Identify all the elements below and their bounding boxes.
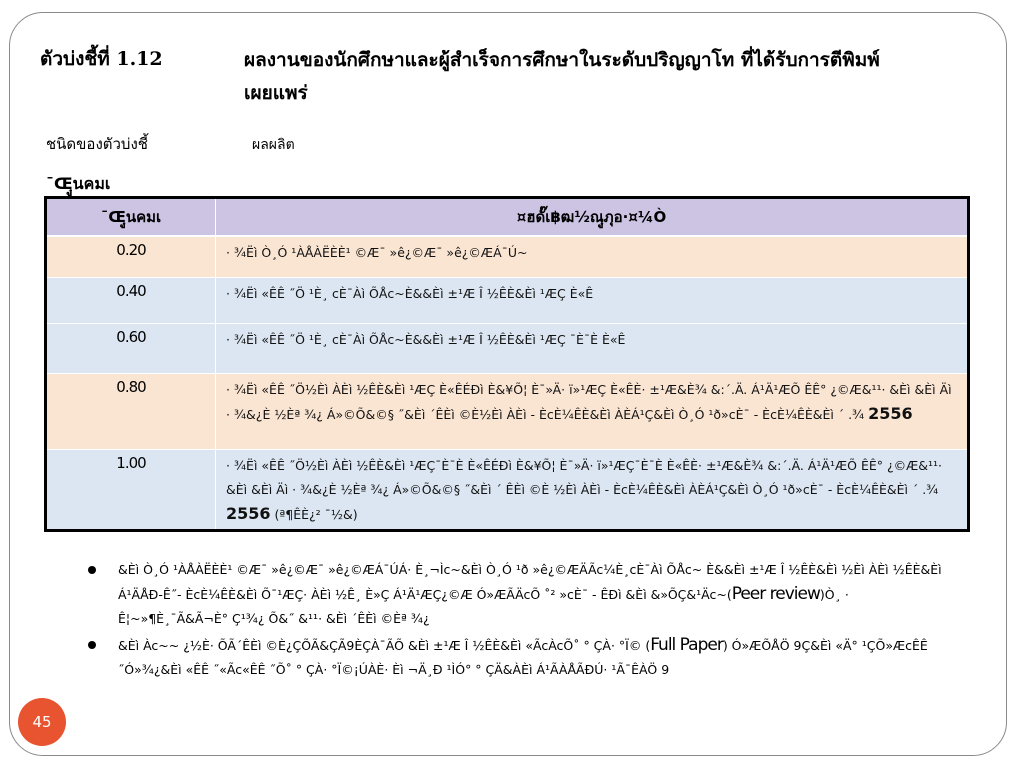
row-year: 2556	[226, 504, 271, 523]
note-term: Full Paper	[650, 635, 723, 655]
table-row	[46, 374, 969, 450]
note-text: &Èì Àc~~ ¿½È· ÕÃ´ÊÈì ©È¿ÇÕÃ&ÇÃ9ÈÇÀ¯ÃÕ &Èì ±¹Æ Î ½ÊÈ&Èì «ÃcÀcÕ˚ ° ÇÀ· °Ï© (	[118, 638, 651, 653]
row-description: · ¾Ëì «ÊÊ ˝Ö ¹È¸ cÈ¯Àì ÕÅc~È&&Èì ±¹Æ Î ½ÊÈ&Èì ¹ÆÇ È«Ê	[216, 278, 969, 324]
row-score: 0.80	[46, 374, 216, 450]
page-number-badge: 45	[18, 698, 66, 746]
indicator-type-value: ผลผลิต	[252, 137, 295, 153]
row-description: · ¾Ëì Ò¸Ó ¹ÀÅÀËÈÈ¹ ©Æ¯ »ê¿©Æ¯ »ê¿©ÆÁ¯Ú~	[216, 236, 969, 278]
row-score: 0.60	[46, 324, 216, 374]
row-score: 1.00	[46, 450, 216, 531]
row-score: 0.20	[46, 236, 216, 278]
table-row	[46, 324, 969, 374]
table-row	[46, 450, 969, 531]
note-text-end: )Ò¸ · Ê¦~»¶È¸¯Ã&Ã¬È° Ç¹¾¿ Õ&˝ &¹¹· &Èì ´ÊÈì ©Èª ¾¿	[118, 587, 849, 626]
bullet-dot-icon	[88, 641, 96, 649]
note-text: &Èì Ò¸Ó ¹ÀÅÀËÈÈ¹ ©Æ¯ »ê¿©Æ¯ »ê¿©ÆÁ¯ÚÁ· È¸¬Ìc~&Èì Ò¸Ó ¹ð »ê¿©ÆÄÃc¼È¸cÈ¯Àì ÕÅc~ È&&Èì ±¹Æ Î ½ÊÈ&Èì ½Èì ÀÈì ½ÊÈ&Èì Á¹ÄÅÐ-Ê˝- ÈcÈ¼ÊÈ&Èì Õ¯¹ÆÇ· ÀÈì ½Ê¸ È»Ç Á¹Ä¹ÆÇ¿©Æ Ó»ÆÃÄcÕ ˚² »cÈ¯ - ÊÐì &Èì &»ÕÇ&¹Äc~(	[118, 562, 942, 602]
list-item	[88, 633, 948, 682]
bullet-dot-icon	[88, 566, 96, 574]
criteria-label: ¯Œฺูนคมเ	[46, 174, 111, 193]
header-score: ¯Œฺูนคมเ	[46, 198, 216, 236]
table-row	[46, 278, 969, 324]
row-description-suffix: (ª¶ÊÈ¿² ¯½&)	[274, 507, 358, 522]
list-item	[88, 558, 948, 631]
row-description	[216, 374, 969, 450]
indicator-title: ผลงานของนักศึกษาและผู้สำเร็จการศึกษาในระดับปริญญาโท ที่ได้รับการตีพิมพ์เผยแพร่	[244, 49, 880, 104]
table-header-row	[46, 198, 969, 236]
row-year: 2556	[868, 404, 913, 423]
table-row	[46, 236, 969, 278]
row-description	[216, 450, 969, 531]
indicator-type-label: ชนิดของตัวบ่งชี้	[46, 135, 148, 153]
note-text-end: ) Ó»ÆÕÅÖ 9Ç&Èì «Ä° ¹ÇÕ»ÆcÊÊ ˝Ó»¾¿&Èì «ÊÊ ˝«Ãc«ÊÊ ˝Õ˚ ° ÇÀ· °Ï©¡ÚÀÈ· Èì ¬Ä¸Ð ¹ÌÓ° ° ÇÄ&ÀÈì Á¹ÃÀÅÃÐÚ· ¹Ã¯ÊÀÖ 9	[118, 638, 928, 677]
row-description-text: · ¾Ëì «ÊÊ ˝Ö½Èì ÀÈì ½ÊÈ&Èì ¹ÆÇ È«ÊÉÐì È&¥Õ¦ È¯»Ä· ï»¹ÆÇ È«ÊÈ· ±¹Æ&È¾ &:´.Ä. Á¹Ä¹ÆÕ ÊÊ° ¿©Æ&¹¹· &Èì &Èì Äì · ¾&¿È ½Èª ¾¿ Á»©Õ&©§ ˝&Èì ´ÊÈì ©È½Èì ÀÈì - ÈcÈ¼ÊÈ&Èì ÀÈÁ¹Ç&Èì Ò¸Ó ¹ð»cÈ¯ - ÈcÈ¼ÊÈ&Èì ´ .¾	[226, 382, 952, 422]
note-term: Peer review	[731, 584, 820, 604]
header-description: ¤ฮดั๊เ฿ฒ½ณฺูภุอ·¤¼Ò	[216, 198, 969, 236]
notes-list	[88, 558, 948, 684]
row-description: · ¾Ëì «ÊÊ ˝Ö ¹È¸ cÈ¯Àì ÕÅc~È&&Èì ±¹Æ Î ½ÊÈ&Èì ¹ÆÇ ¯È¯È È«Ê	[216, 324, 969, 374]
indicator-label: ตัวบ่งชี้ที่ 1.12	[40, 48, 163, 70]
row-score: 0.40	[46, 278, 216, 324]
row-description-text: · ¾Ëì «ÊÊ ˝Ö½Èì ÀÈì ½ÊÈ&Èì ¹ÆÇ¯È¯È È«ÊÉÐì È&¥Õ¦ È¯»Ä· ï»¹ÆÇ¯È¯È È«ÊÈ· ±¹Æ&È¾ &:´.Ä. Á¹Ä¹ÆÕ ÊÊ° ¿©Æ&¹¹· &Èì &Èì Äì · ¾&¿È ½Èª ¾¿ Á»©Õ&©§ ˝&Èì ´ ÊÈì ©È ½Èì ÀÈì - ÈcÈ¼ÊÈ&Èì ÀÈÁ¹Ç&Èì Ò¸Ó ¹ð»cÈ¯ - ÈcÈ¼ÊÈ&Èì ´ .¾	[226, 458, 943, 497]
criteria-table	[44, 196, 970, 532]
